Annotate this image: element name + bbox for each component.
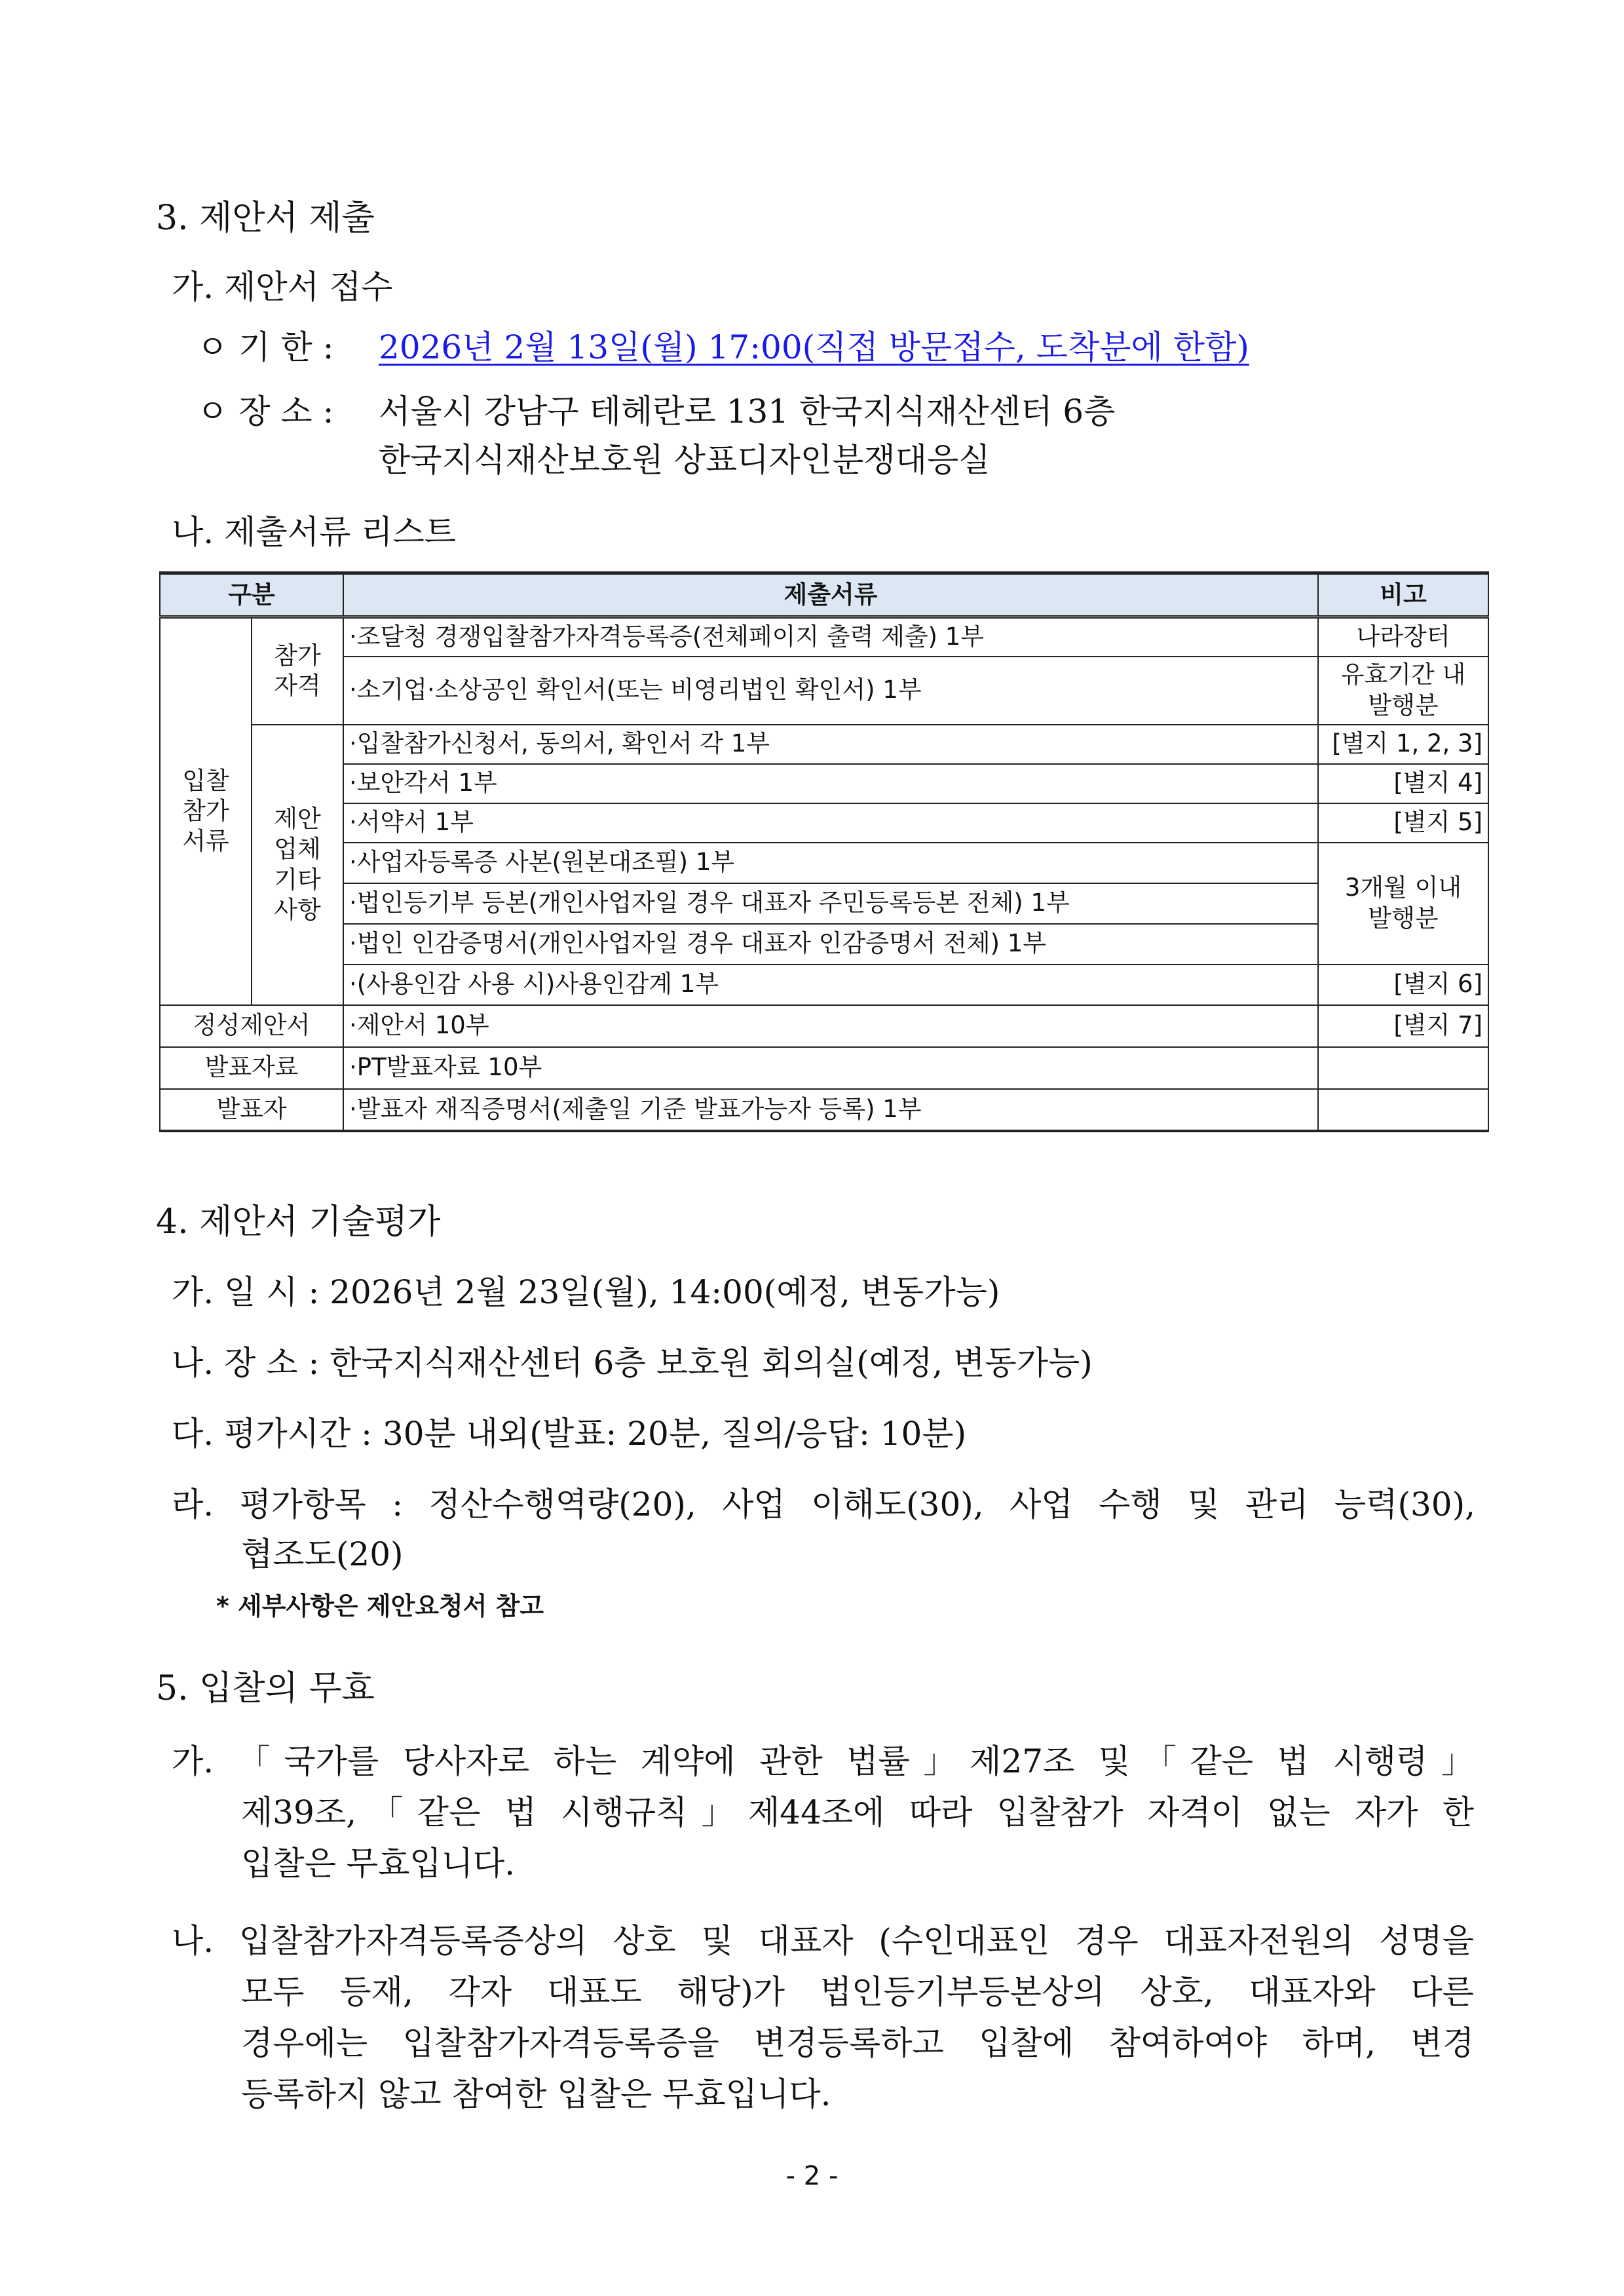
section-3a-title: 가. 제안서 접수 — [172, 268, 393, 306]
table-row-note: [별지 4] — [1318, 764, 1488, 803]
table-row: ·법인등기부 등본(개인사업자일 경우 대표자 주민등록등본 전체) 1부 — [343, 883, 1318, 924]
table-row-note — [1318, 1047, 1488, 1089]
table-row: ·입찰참가신청서, 동의서, 확인서 각 1부 — [343, 725, 1318, 764]
table-row-note: [별지 5] — [1318, 803, 1488, 843]
table-row: ·서약서 1부 — [343, 803, 1318, 843]
table-row-note: 나라장터 — [1318, 617, 1488, 657]
group-qualification: 참가 자격 — [252, 617, 343, 725]
section-5b-line-2: 모두 등재, 각자 대표도 해당)가 법인등기부등본상의 상호, 대표자와 다른 — [241, 1973, 1474, 2011]
table-row-category: 정성제안서 — [160, 1005, 343, 1047]
table-row: ·소기업·소상공인 확인서(또는 비영리법인 확인서) 1부 — [343, 657, 1318, 725]
table-row: ·사업자등록증 사본(원본대조필) 1부 — [343, 843, 1318, 883]
table-row: ·발표자 재직증명서(제출일 기준 발표가능자 등록) 1부 — [343, 1089, 1318, 1131]
table-row: ·조달청 경쟁입찰참가자격등록증(전체페이지 출력 제출) 1부 — [343, 617, 1318, 657]
section-5a-line-3: 입찰은 무효입니다. — [241, 1845, 516, 1883]
section-5-heading: 5. 입찰의 무효 — [156, 1669, 375, 1708]
table-row: ·제안서 10부 — [343, 1005, 1318, 1047]
section-4a: 가. 일 시 : 2026년 2월 23일(월), 14:00(예정, 변동가능) — [172, 1273, 1000, 1311]
section-4d-line-1: 라. 평가항목 : 정산수행역량(20), 사업 이해도(30), 사업 수행 및 관리 능력(30), — [172, 1485, 1475, 1523]
section-5a-line-1: 가. 「국가를 당사자로 하는 계약에 관한 법률」제27조 및「같은 법 시행령」 — [172, 1742, 1474, 1780]
section-5b-line-3: 경우에는 입찰참가자격등록증을 변경등록하고 입찰에 참여하여야 하며, 변경 — [241, 2024, 1474, 2062]
submission-documents-table — [159, 571, 1489, 1132]
table-row-note: 3개월 이내 발행분 — [1318, 843, 1488, 965]
place-line-2: 한국지식재산보호원 상표디자인분쟁대응실 — [379, 441, 991, 479]
table-row: ·법인 인감증명서(개인사업자일 경우 대표자 인감증명서 전체) 1부 — [343, 924, 1318, 965]
deadline-value: 2026년 2월 13일(월) 17:00(직접 방문접수, 도착분에 한함) — [379, 328, 1249, 366]
section-5b-line-4: 등록하지 않고 참여한 입찰은 무효입니다. — [241, 2075, 831, 2113]
section-3-heading: 3. 제안서 제출 — [156, 199, 375, 238]
table-row-category: 발표자 — [160, 1089, 343, 1131]
section-4c: 다. 평가시간 : 30분 내외(발표: 20분, 질의/응답: 10분) — [172, 1415, 967, 1453]
section-4b: 나. 장 소 : 한국지식재산센터 6층 보호원 회의실(예정, 변동가능) — [172, 1344, 1093, 1382]
table-row-note: [별지 6] — [1318, 965, 1488, 1005]
header-documents: 제출서류 — [343, 573, 1318, 617]
section-5b-line-1: 나. 입찰참가자격등록증상의 상호 및 대표자 (수인대표인 경우 대표자전원의 성명을 — [172, 1922, 1474, 1960]
place-line-1: 서울시 강남구 테헤란로 131 한국지식재산센터 6층 — [379, 392, 1116, 430]
group-bid-docs: 입찰 참가 서류 — [160, 617, 252, 1005]
table-row-note: 유효기간 내 발행분 — [1318, 657, 1488, 725]
page-number: - 2 - — [785, 2161, 839, 2191]
deadline-label: ㅇ 기 한 : — [197, 328, 334, 366]
section-5a-line-2: 제39조,「같은 법 시행규칙」제44조에 따라 입찰참가 자격이 없는 자가 한 — [241, 1793, 1474, 1831]
table-row-category: 발표자료 — [160, 1047, 343, 1089]
table-row: ·보안각서 1부 — [343, 764, 1318, 803]
header-category: 구분 — [160, 573, 343, 617]
table-row: ·(사용인감 사용 시)사용인감계 1부 — [343, 965, 1318, 1005]
section-4-heading: 4. 제안서 기술평가 — [156, 1202, 441, 1242]
table-row-note: [별지 1, 2, 3] — [1318, 725, 1488, 764]
section-3b-title: 나. 제출서류 리스트 — [172, 513, 457, 551]
section-4d-line-2: 협조도(20) — [241, 1535, 404, 1573]
table-row-note — [1318, 1089, 1488, 1131]
group-etc: 제안 업체 기타 사항 — [252, 725, 343, 1005]
place-label: ㅇ 장 소 : — [197, 392, 334, 430]
header-remarks: 비고 — [1318, 573, 1488, 617]
table-row: ·PT발표자료 10부 — [343, 1047, 1318, 1089]
table-row-note: [별지 7] — [1318, 1005, 1488, 1047]
section-4-note: * 세부사항은 제안요청서 참고 — [216, 1592, 544, 1620]
